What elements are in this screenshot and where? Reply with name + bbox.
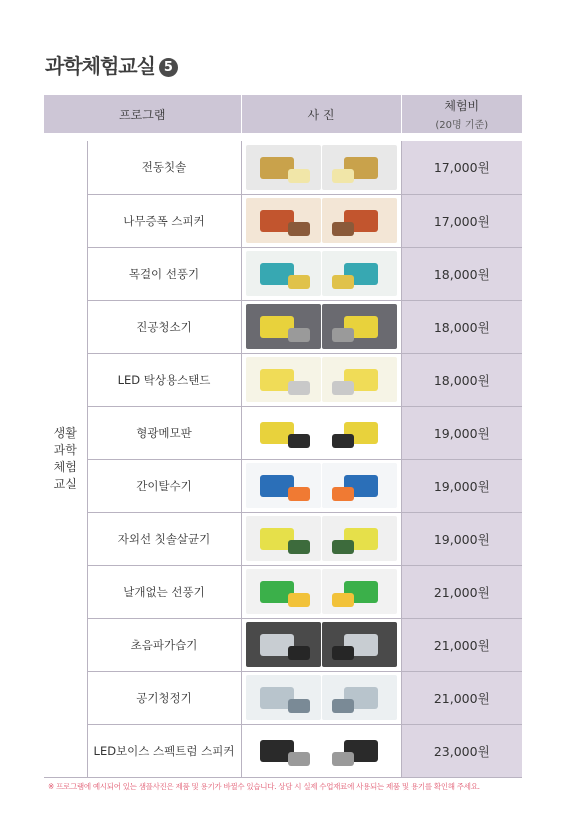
product-image [322,728,397,773]
table-row [44,512,522,565]
price-cell: 21,000원 [401,565,522,618]
photo-cell [241,247,401,300]
program-name: 목걸이 선풍기 [87,247,241,300]
product-image [246,675,321,720]
program-name: LED 탁상용스탠드 [87,353,241,406]
header-program: 프로그램 [44,95,241,133]
product-image [322,569,397,614]
program-name: 전동칫솔 [87,141,241,194]
product-image [322,357,397,402]
product-image [322,516,397,561]
product-image [246,145,321,190]
program-name: 형광메모판 [87,406,241,459]
table-spacer [44,133,522,141]
photo-cell [241,724,401,777]
photo-cell [241,194,401,247]
table-row [44,724,522,777]
table-row [44,671,522,724]
price-cell: 18,000원 [401,300,522,353]
product-image [246,463,321,508]
product-image [246,622,321,667]
product-image [322,145,397,190]
category-label-line: 교실 [53,476,77,491]
price-cell: 21,000원 [401,671,522,724]
price-cell: 19,000원 [401,406,522,459]
program-name: 초음파가습기 [87,618,241,671]
price-cell: 19,000원 [401,459,522,512]
product-image [322,622,397,667]
product-image [246,357,321,402]
table-row [44,194,522,247]
header-photo: 사 진 [241,95,401,133]
product-image [322,675,397,720]
product-image [322,304,397,349]
product-image [246,251,321,296]
product-image [246,304,321,349]
table-row [44,565,522,618]
program-name: 자외선 칫솔살균기 [87,512,241,565]
photo-cell [241,618,401,671]
category-label-line: 생활 [53,425,77,440]
price-cell: 19,000원 [401,512,522,565]
category-label-line: 체험 [53,459,77,474]
header-fee-sub: (20명 기준) [435,120,489,131]
photo-cell [241,353,401,406]
product-image [322,463,397,508]
category-cell [44,141,87,777]
table-row [44,300,522,353]
table-header-row [44,95,522,133]
photo-cell [241,406,401,459]
program-name: LED보이스 스펙트럼 스피커 [87,724,241,777]
category-label-line: 과학 [53,442,77,457]
price-cell: 18,000원 [401,353,522,406]
product-image [246,728,321,773]
program-name: 간이탈수기 [87,459,241,512]
program-name: 나무증폭 스피커 [87,194,241,247]
program-name: 날개없는 선풍기 [87,565,241,618]
program-table [44,95,522,778]
price-cell: 17,000원 [401,194,522,247]
price-cell: 21,000원 [401,618,522,671]
table-row [44,247,522,300]
photo-cell [241,565,401,618]
photo-cell [241,300,401,353]
page-title-text: 과학체험교실 [45,54,155,78]
product-image [322,410,397,455]
page-title [45,50,178,79]
product-image [322,251,397,296]
product-image [246,198,321,243]
product-image [246,410,321,455]
footnote: ※ 프로그램에 예시되어 있는 샘플사진은 제품 및 용기가 바뀔수 있습니다. 상담 시 실제 수업재료에 사용되는 제품 및 용기를 확인해 주세요. [48,782,480,791]
photo-cell [241,671,401,724]
table-row [44,141,522,194]
header-fee [401,95,522,133]
product-image [322,198,397,243]
product-image [246,516,321,561]
table-row [44,459,522,512]
product-image [246,569,321,614]
price-cell: 23,000원 [401,724,522,777]
program-name: 공기청정기 [87,671,241,724]
section-number-badge: 5 [159,58,178,77]
table-row [44,618,522,671]
price-cell: 17,000원 [401,141,522,194]
header-fee-label: 체험비 [444,99,480,113]
photo-cell [241,512,401,565]
photo-cell [241,141,401,194]
photo-cell [241,459,401,512]
program-name: 진공청소기 [87,300,241,353]
table-row [44,353,522,406]
price-cell: 18,000원 [401,247,522,300]
table-row [44,406,522,459]
